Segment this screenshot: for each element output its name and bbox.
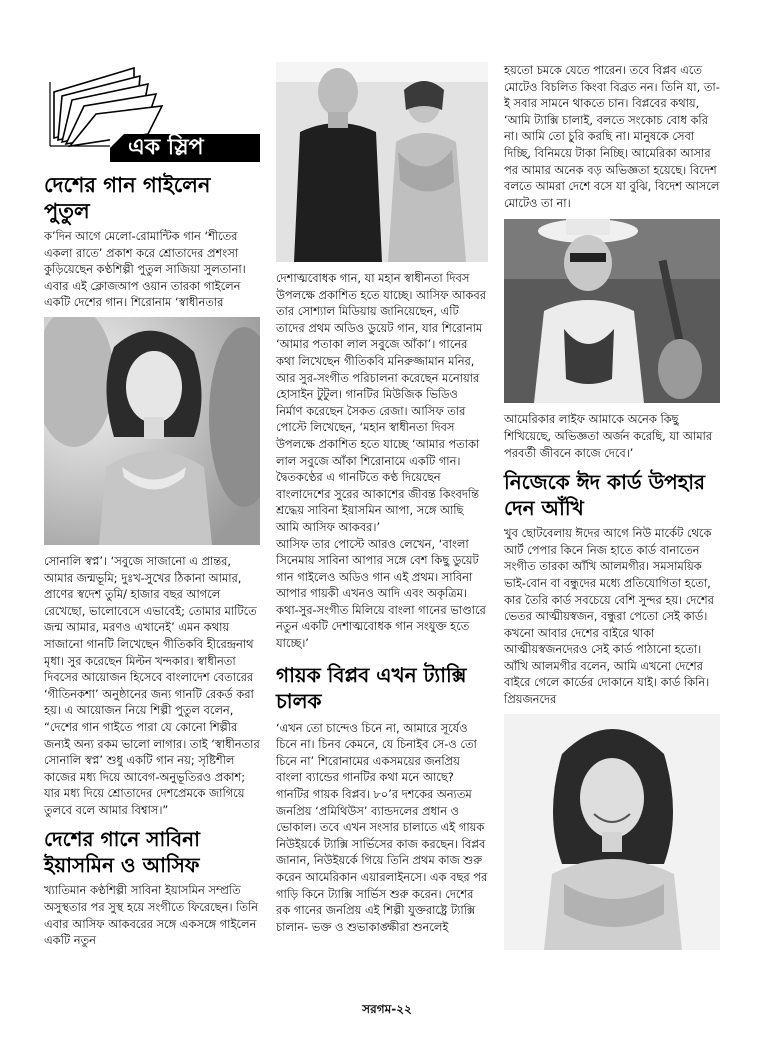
headline-sabina: দেশের গানে সাবিনা ইয়াসমিন ও আসিফ — [44, 827, 200, 878]
body-putul-1: ক’দিন আগে মেলো-রোমান্টিক গান ‘শীতের একলা রাতে’ প্রকাশ করে শ্রোতাদের প্রশংসা কুড়িয়েছেন কণ্ঠশিল্পী পুতুল সাজিয়া সুলতানা। এবার এই ক্লোজআপ ওয়ান তারকা গাইলেন একটি দেশের গান। শিরোনাম ‘স্বাধীনতার — [44, 229, 246, 310]
headline-akhi: নিজেকে ঈদ কার্ড উপহার দেন আঁখি — [504, 470, 706, 521]
body-akhi-1: খুব ছোটবেলায় ঈদের আগে নিউ মার্কেট থেকে আর্ট পেপার কিনে নিজ হাতে কার্ড বানাতেন সংগীত তারকা আঁখি আলমগীর। সমসাময়িক ভাই-বোন বা বন্ধুদের মধ্যে প্রতিযোগিতা হতো, কার তৈরি কার্ড সবচেয়ে বেশি সুন্দর হয়। দেশের ভেতর আত্মীয়স্বজন, বন্ধুরা পেতো সেই কার্ড। কখনো আবার দেশের বাইরে থাকা আত্মীয়স্বজনদেরও সেই কার্ড পাঠানো হতো। আঁখি আলমগীর বলেন, আমি এখনো দেশের বাইরে গেলে কার্ডের দোকানে যাই। কার্ড কিনি। প্রিয়জনদের — [504, 526, 714, 707]
column-right — [504, 62, 724, 950]
guitarist-image — [504, 219, 720, 403]
photo-biplob — [504, 219, 720, 403]
photo-akhi — [504, 714, 720, 950]
photo-putul — [44, 317, 260, 545]
body-sabina-2: দেশাত্মবোধক গান, যা মহান স্বাধীনতা দিবস উপলক্ষে প্রকাশিত হতে যাচ্ছে। আসিফ আকবর তার সোশ্যাল মিডিয়ায় জানিয়েছেন, এটি তাদের প্রথম অডিও ডুয়েট গান, যার শিরোনাম ‘আমার পতাকা লাল সবুজে আঁকা’। গানের কথা লিখেছেন গীতিকবি মনিরুজ্জামান মনির, আর সুর-সংগীত পরিচালনা করেছেন মনোয়ার হোসাইন টুটুল। গানটির মিউজিক ভিডিও নির্মাণ করেছেন সৈকত রেজা। আসিফ তার পোস্টে লিখেছেন, ‘মহান স্বাধীনতা দিবস উপলক্ষে প্রকাশিত হতে যাচ্ছে ‘আমার পতাকা লাল সবুজে আঁকা শিরোনামে একটি গান। দ্বৈতকণ্ঠের এ গানটিতে কণ্ঠ দিয়েছেন বাংলাদেশের সুরের আকাশের জীবন্ত কিংবদন্তি শ্রদ্ধেয় সাবিনা ইয়াসমিন আপা, সঙ্গে আছি আমি আসিফ আকবর।’ — [276, 271, 486, 534]
singer-portrait-image — [504, 714, 720, 950]
column-middle — [276, 62, 488, 935]
section-label: এক স্লিপ — [128, 135, 204, 160]
body-sabina-1: খ্যাতিমান কণ্ঠশিল্পী সাবিনা ইয়াসমিন সম্প্রতি অসুস্থতার পর সুস্থ হয়ে সংগীতে ফিরেছেন। তিনি এবার আসিফ আকবরের সঙ্গে একসঙ্গে গাইলেন একটি নতুন — [44, 883, 259, 948]
body-biplob-3: আমেরিকার লাইফ আমাকে অনেক কিছু শিখিয়েছে, অভিজ্ঞতা অর্জন করেছি, যা আমার পরবর্তী জীবনে কাজে দেবে।’ — [504, 412, 713, 460]
headline-biplob: গায়ক বিপ্লব এখন ট্যাক্সি চালক — [276, 662, 467, 713]
photo-asif-sabina — [276, 62, 488, 262]
body-biplob-1: ‘এখন তো চান্দেও চিনে না, আমারে সূর্যেও চিনে না। চিনব কেমনে, যে চিনাইব সে-ও তো চিনে না’ শিরোনামের একসময়ের জনপ্রিয় বাংলা ব্যান্ডের গানটির কথা মনে আছে? গানটির গায়ক বিপ্লব। ৮০’র দশকের অন্যতম জনপ্রিয় ‘প্রমিথিউস’ ব্যান্ডদলের প্রধান ও ভোকাল। তবে এখন সংসার চালাতে এই গায়ক নিউইয়র্কে ট্যাক্সি সার্ভিসের কাজ করছেন। বিপ্লব জানান, নিউইয়র্কে গিয়ে তিনি প্রথম কাজ শুরু করেন আমেরিকান এয়ারলাইনসে। এক বছর পর গাড়ি কিনে ট্যাক্সি সার্ভিস শুরু করেন। দেশের রক গানের জনপ্রিয় এই শিল্পী যুক্তরাষ্ট্রে ট্যাক্সি চালান- ভক্ত ও শুভাকাঙ্ক্ষীরা শুনলেই — [276, 720, 488, 934]
body-sabina-3: আসিফ তার পোস্টে আরও লেখেন, ‘বাংলা সিনেমায় সাবিনা আপার সঙ্গে বেশ কিছু ডুয়েট গান গাইলেও অডিও গান এই প্রথম। সাবিনা আপার গায়কী এখনও আদি এবং অকৃত্রিম। কথা-সুর-সংগীত মিলিয়ে বাংলা গানের ভাণ্ডারে নতুন একটি দেশাত্মবোধক গান সংযুক্ত হতে যাচ্ছে।’ — [276, 536, 486, 651]
duo-image — [276, 62, 488, 262]
body-putul-2: সোনালি স্বপ্ন’। ‘সবুজে সাজানো এ প্রান্তর, আমার জন্মভূমি; দুঃখ-সুখের ঠিকানা আমার, প্রাণের স্বদেশ তুমি/ হাজার বছর আগলে রেখেছো, ভালোবেসে এভাবেই; তোমার মাটিতে জন্ম আমার, মরণও এখানেই’ এমন কথায় সাজানো গানটি লিখেছেন গীতিকবি হীরেন্দ্রনাথ মৃধা। সুর করেছেন মিল্টন খন্দকার। স্বাধীনতা দিবসের আয়োজন হিসেবে বাংলাদেশ বেতারের ‘গীতিনকশা’ অনুষ্ঠানের জন্য গানটি রেকর্ড করা হয়। এ আয়োজন নিয়ে শিল্পী পুতুল বলেন, “দেশের গান গাইতে পারা যে কোনো শিল্পীর জন্যই অন্য রকম ভালো লাগার। তাই ‘স্বাধীনতার সোনালি স্বপ্ন’ শুধু একটি গান নয়; সৃষ্টিশীল কাজের মধ্য দিয়ে আবেগ-অনুভূতিরও প্রকাশ; যার মধ্য দিয়ে শ্রোতাদের দেশপ্রেমকে জাগিয়ে তুলবে বলে আমার বিশ্বাস।” — [44, 553, 260, 817]
section-logo — [44, 62, 260, 164]
headline-putul: দেশের গান গাইলেন পুতুল — [44, 173, 211, 223]
body-biplob-2: হয়তো চমকে যেতে পারেন। তবে বিপ্লব এতে মোটেও বিচলিত কিংবা বিব্রত নন। তিনি যা, তা-ই সবার সামনে থাকতে চান। বিপ্লবের কথায়, ‘আমি ট্যাক্সি চালাই, বলতে সংকোচ বোধ করি না। আমি তো চুরি করছি না। মানুষকে সেবা দিচ্ছি, বিনিময়ে টাকা নিচ্ছি। আমেরিকা আসার পর আমার অনেক বড় অভিজ্ঞতা হয়েছে। বিদেশ বলতে আমরা দেশে বসে যা বুঝি, বিদেশ আসলে মোটেও তা না। — [504, 63, 720, 210]
portrait-image — [44, 317, 260, 545]
page-number: সরগম-২২ — [362, 1002, 412, 1016]
column-left — [44, 62, 260, 949]
